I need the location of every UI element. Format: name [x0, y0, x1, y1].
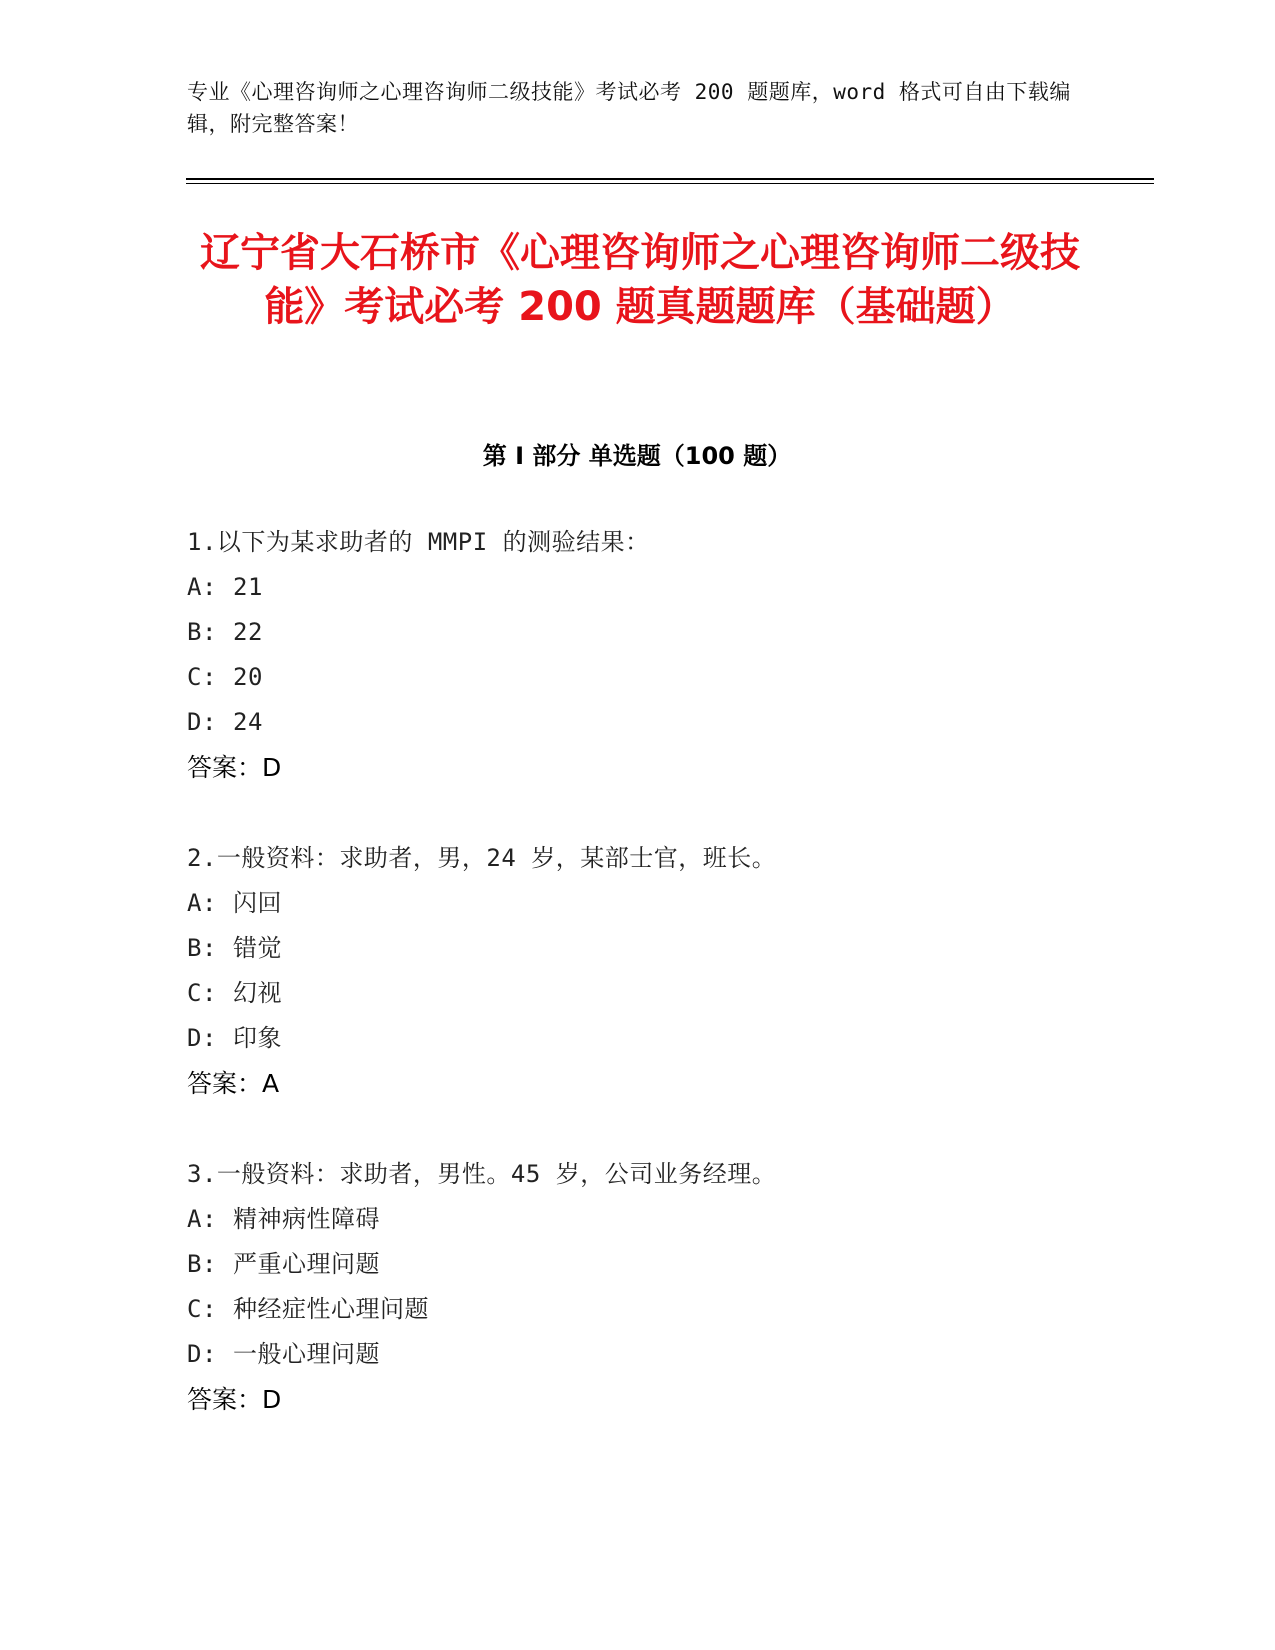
option-text: 22	[233, 618, 263, 646]
option-letter: C:	[187, 979, 217, 1007]
option-letter: D:	[187, 708, 217, 736]
option-c	[187, 655, 1087, 700]
answer: 答案：D	[187, 1385, 282, 1414]
option-letter: C:	[187, 663, 217, 691]
option-letter: A:	[187, 889, 217, 917]
option-b	[187, 610, 1087, 655]
option-text: 24	[233, 708, 263, 736]
option-text: 种经症性心理问题	[233, 1295, 429, 1323]
option-letter: B:	[187, 618, 217, 646]
section-title: 第 I 部分 单选题（100 题）	[482, 442, 792, 470]
header-divider-thick	[186, 178, 1154, 180]
question-2	[187, 836, 1087, 1106]
option-d	[187, 1332, 1087, 1377]
question-stem: 3.一般资料：求助者，男性。45 岁，公司业务经理。	[187, 1160, 777, 1188]
option-letter: B:	[187, 1250, 217, 1278]
question-1	[187, 520, 1087, 790]
option-c	[187, 1287, 1087, 1332]
header-note: 专业《心理咨询师之心理咨询师二级技能》考试必考 200 题题库，word 格式可自由下载编辑，附完整答案！	[187, 80, 1071, 136]
answer: 答案：D	[187, 753, 282, 782]
option-a	[187, 565, 1087, 610]
option-a	[187, 881, 1087, 926]
option-b	[187, 926, 1087, 971]
header-divider-thin	[186, 183, 1154, 184]
option-text: 精神病性障碍	[233, 1205, 380, 1233]
option-d	[187, 700, 1087, 745]
option-text: 20	[233, 663, 263, 691]
option-text: 幻视	[233, 979, 282, 1007]
option-letter: C:	[187, 1295, 217, 1323]
question-stem: 2.一般资料：求助者，男，24 岁，某部士官，班长。	[187, 844, 777, 872]
option-c	[187, 971, 1087, 1016]
option-letter: D:	[187, 1024, 217, 1052]
option-letter: D:	[187, 1340, 217, 1368]
option-text: 严重心理问题	[233, 1250, 380, 1278]
option-letter: B:	[187, 934, 217, 962]
option-text: 闪回	[233, 889, 282, 917]
question-stem: 1.以下为某求助者的 MMPI 的测验结果：	[187, 528, 650, 556]
option-b	[187, 1242, 1087, 1287]
option-text: 印象	[233, 1024, 282, 1052]
option-letter: A:	[187, 573, 217, 601]
option-text: 错觉	[233, 934, 282, 962]
option-text: 一般心理问题	[233, 1340, 380, 1368]
option-letter: A:	[187, 1205, 217, 1233]
option-d	[187, 1016, 1087, 1061]
question-3	[187, 1152, 1087, 1422]
option-text: 21	[233, 573, 263, 601]
document-title: 辽宁省大石桥市《心理咨询师之心理咨询师二级技能》考试必考 200 题真题题库（基础题）	[200, 230, 1080, 330]
answer: 答案：A	[187, 1069, 280, 1098]
option-a	[187, 1197, 1087, 1242]
